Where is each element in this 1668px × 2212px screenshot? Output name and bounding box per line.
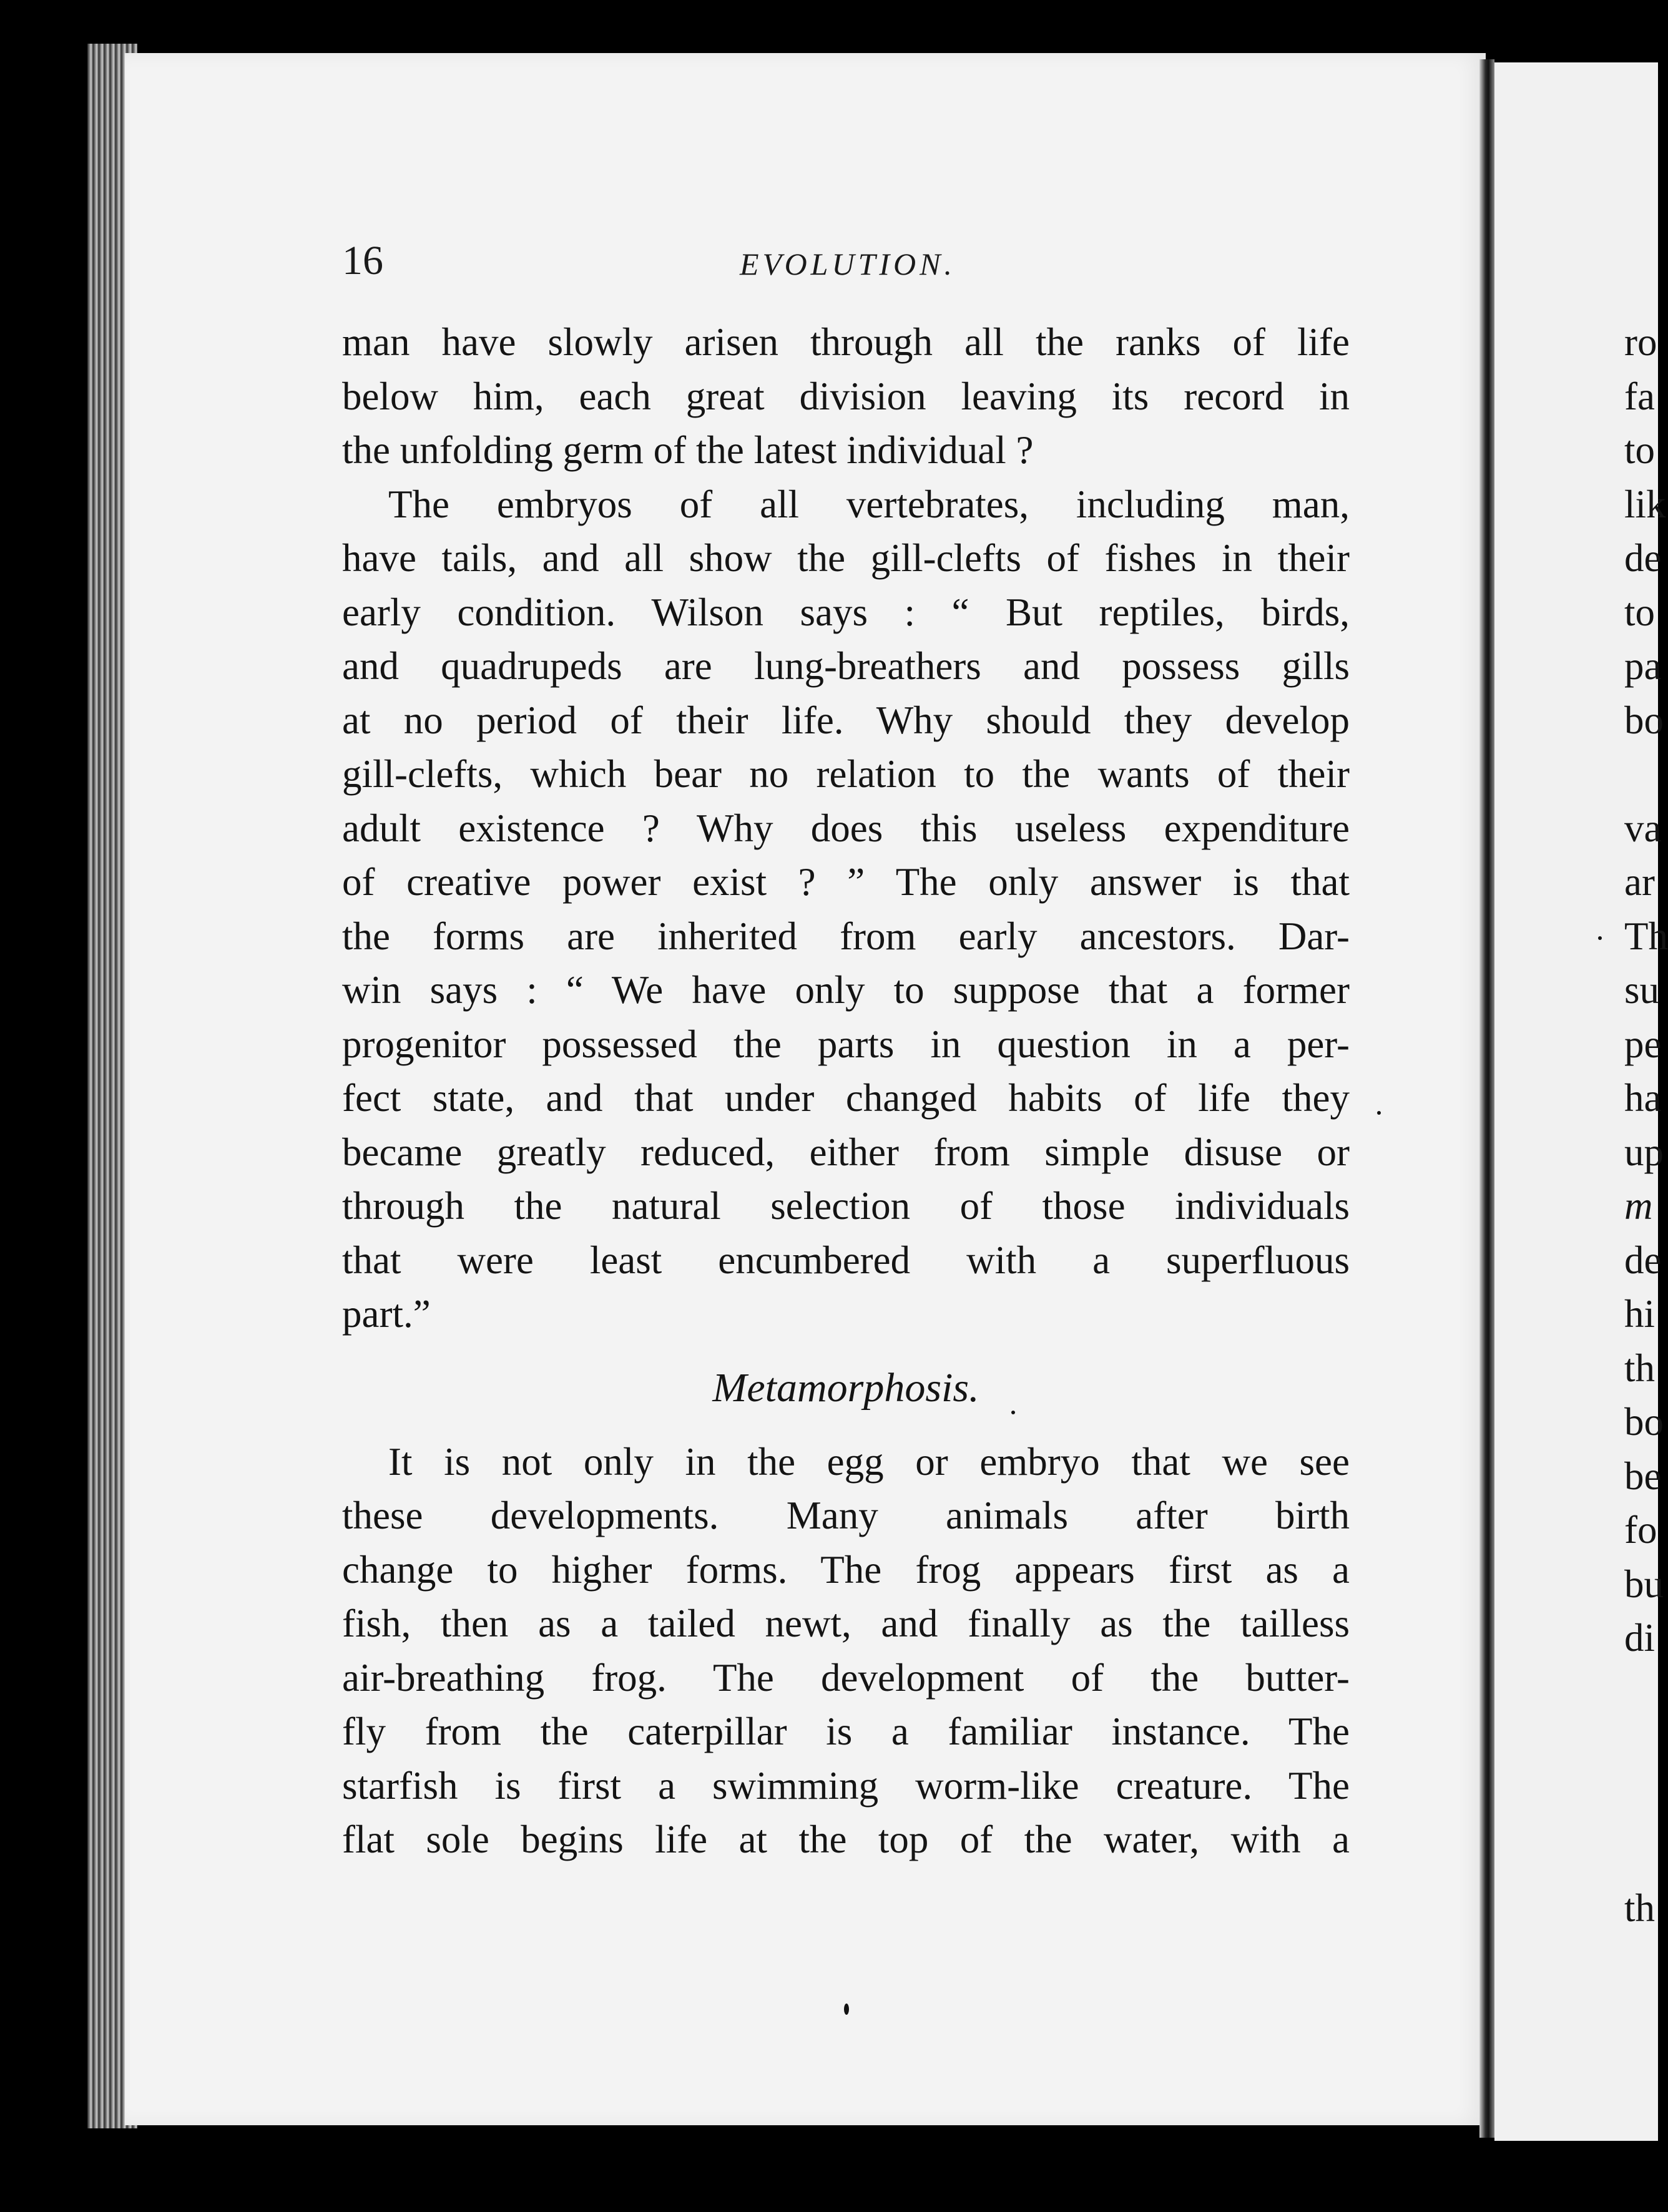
text-line: man have slowly arisen through all the ranks of life [342, 320, 1350, 364]
running-head [342, 237, 1353, 293]
facing-fragment [1624, 747, 1658, 801]
text-line: early condition. Wilson says : “ But reptiles, birds, [342, 590, 1350, 634]
facing-fragment: hi [1624, 1292, 1656, 1336]
page-number: 16 [342, 238, 383, 283]
text-line: progenitor possessed the parts in question in a per- [342, 1022, 1350, 1066]
section-heading: Metamorphosis. [712, 1364, 979, 1411]
text-line: have tails, and all show the gill-clefts of fishes in their [342, 536, 1350, 580]
scan-speck [844, 2004, 849, 2015]
text-line: of creative power exist ? ” The only answer is that [342, 860, 1350, 904]
facing-fragment: bu [1624, 1562, 1664, 1606]
facing-fragment: th [1624, 1346, 1656, 1390]
facing-fragment: fo [1624, 1508, 1657, 1552]
facing-fragment: ro [1624, 320, 1657, 364]
text-line: that were least encumbered with a superfluous [342, 1238, 1350, 1282]
text-line: part.” [342, 1292, 431, 1336]
text-line: became greatly reduced, either from simple disuse or [342, 1130, 1350, 1174]
text-line: through the natural selection of those individuals [342, 1184, 1350, 1228]
text-line: and quadrupeds are lung-breathers and possess gills [342, 644, 1350, 688]
text-line: the unfolding germ of the latest individual ? [342, 428, 1034, 472]
running-title: EVOLUTION. [739, 247, 956, 281]
facing-fragment: de [1624, 536, 1662, 580]
main-text-block [342, 315, 1350, 1867]
text-line: flat sole begins life at the top of the water, with a [342, 1818, 1350, 1861]
text-line: at no period of their life. Why should they develop [342, 698, 1350, 742]
text-line: starfish is first a swimming worm-like creature. The [342, 1763, 1350, 1808]
text-line: air-breathing frog. The development of the butter- [342, 1655, 1350, 1700]
text-line: gill-clefts, which bear no relation to the wants of their [342, 752, 1350, 796]
facing-fragment: pa [1624, 644, 1662, 688]
scan-speck [1377, 1111, 1381, 1115]
facing-fragment: di [1624, 1616, 1656, 1660]
facing-fragment: Th [1624, 914, 1668, 958]
facing-fragment: to [1624, 590, 1656, 634]
facing-fragment: m [1624, 1184, 1653, 1228]
book-gutter [1479, 59, 1494, 2138]
scan-speck [1011, 1411, 1015, 1414]
text-line: fish, then as a tailed newt, and finally as the tailless [342, 1602, 1350, 1645]
facing-fragment [1624, 1665, 1658, 1720]
facing-fragment: ha [1624, 1076, 1662, 1120]
text-line: The embryos of all vertebrates, including man, [388, 482, 1350, 526]
facing-fragment: ar [1624, 860, 1655, 904]
text-line: change to higher forms. The frog appears first as a [342, 1547, 1350, 1592]
facing-fragment: lik [1624, 482, 1666, 526]
facing-page-fragments [1624, 315, 1668, 1935]
facing-fragment: be [1624, 1454, 1662, 1498]
paragraph-3 [342, 1435, 1350, 1867]
text-line: these developments. Many animals after birth [342, 1494, 1350, 1537]
facing-fragment: fa [1624, 374, 1655, 418]
facing-fragment: bo [1624, 698, 1664, 742]
text-line: It is not only in the egg or embryo that we see [388, 1439, 1350, 1484]
facing-fragment: su [1624, 968, 1660, 1012]
facing-fragment: bo [1624, 1400, 1664, 1444]
facing-fragment [1624, 1827, 1658, 1881]
text-line: fect state, and that under changed habits of life they [342, 1076, 1350, 1120]
paragraph-2 [342, 477, 1350, 1341]
facing-fragment: to [1624, 428, 1656, 472]
facing-fragment [1624, 1719, 1658, 1773]
scan-speck [1598, 936, 1602, 940]
text-line: win says : “ We have only to suppose that a former [342, 968, 1350, 1012]
facing-fragment [1624, 1773, 1658, 1828]
paragraph-1 [342, 315, 1350, 477]
text-line: adult existence ? Why does this useless expenditure [342, 806, 1350, 850]
facing-fragment: th [1624, 1886, 1656, 1930]
text-line: below him, each great division leaving its record in [342, 374, 1350, 418]
facing-fragment: up [1624, 1130, 1664, 1174]
facing-fragment: pe [1624, 1022, 1662, 1066]
text-line: fly from the caterpillar is a familiar instance. The [342, 1710, 1350, 1753]
text-line: the forms are inherited from early ancestors. Dar- [342, 914, 1350, 958]
facing-fragment: de [1624, 1238, 1662, 1282]
facing-fragment: va [1624, 806, 1662, 850]
